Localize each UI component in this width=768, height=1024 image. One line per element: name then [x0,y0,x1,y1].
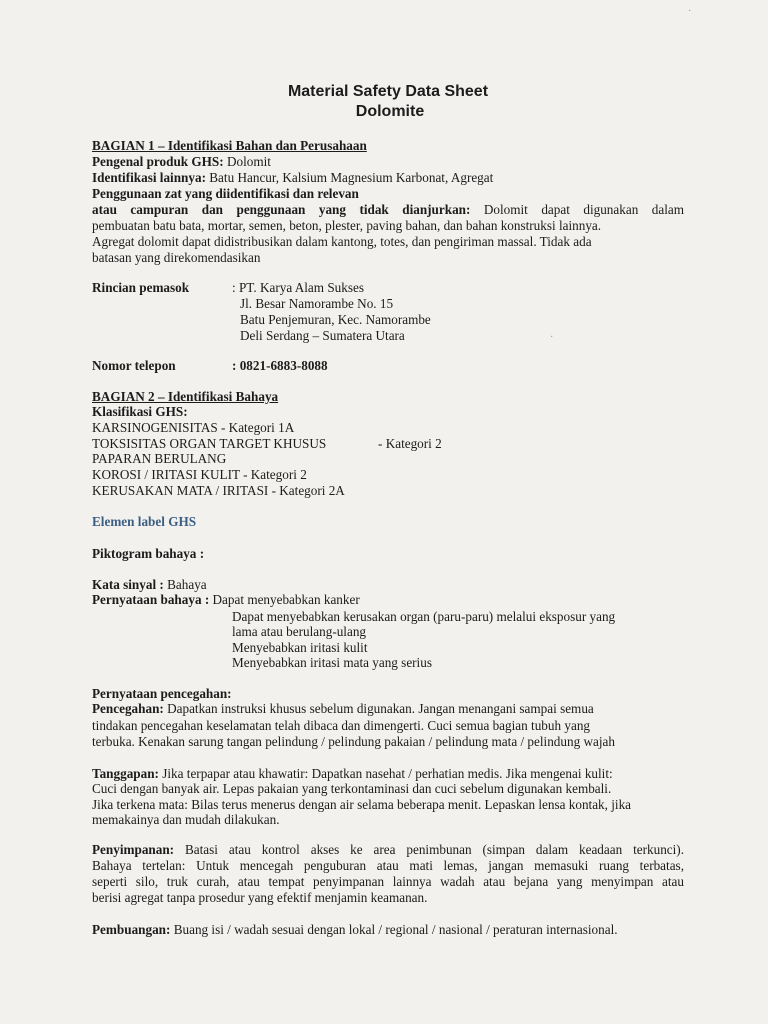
response-text-4: memakainya dan mudah dilakukan. [92,812,280,827]
hazard-statement-label: Pernyataan bahaya : [92,592,210,607]
prevention-text-1: Dapatkan instruksi khusus sebelum digunakan. Jangan menangani sampai semua [163,701,594,716]
hazard-statement-5: Menyebabkan iritasi mata yang serius [232,655,432,670]
response-label: Tanggapan: [92,766,159,781]
storage-label: Penyimpanan: [92,842,175,857]
prevention-line-1 [92,701,594,717]
scan-speck: · [550,332,554,343]
response-text-1: Jika terpapar atau khawatir: Dapatkan nasehat / perhatian medis. Jika mengenai kulit: [158,766,613,781]
prevention-text-3: terbuka. Kenakan sarung tangan pelindung / pelindung pakaian / pelindung mata / pelindung wajah [92,734,615,749]
phone-label: Nomor telepon [92,358,176,373]
phone-value: : 0821-6883-8088 [232,358,328,373]
ghs-class-item-3: PAPARAN BERULANG [92,451,227,466]
hazard-statement-3: lama atau berulang-ulang [232,624,367,639]
document-subtitle: Dolomite [355,103,425,120]
response-text-3: Jika terkena mata: Bilas terus menerus dengan air selama beberapa menit. Lepaskan lensa kontak, jika [92,797,632,812]
ghs-class-item-2-category: - Kategori 2 [378,436,442,451]
ghs-class-label: Klasifikasi GHS: [92,404,188,419]
use-label-1: Penggunaan zat yang diidentifikasi dan relevan [92,186,359,201]
disposal-label: Pembuangan: [92,922,171,937]
hazard-statement-1: Dapat menyebabkan kanker [209,592,360,607]
use-text-1: Dolomit dapat digunakan dalam [470,202,684,217]
ghs-product-value: Dolomit [223,154,271,169]
response-text-2: Cuci dengan banyak air. Lepas pakaian yang terkontaminasi dan cuci sebelum digunakan kembali. [92,781,612,796]
storage-text-2: Bahaya tertelan: Untuk mencegah penguburan atau mati lemas, jangan memasuki ruang terbatas, [92,858,684,873]
ghs-label-elements-heading: Elemen label GHS [92,514,197,529]
supplier-line-2: Jl. Besar Namorambe No. 15 [240,296,394,311]
use-label-2: atau campuran dan penggunaan yang tidak dianjurkan: [92,202,471,217]
section2-heading: BAGIAN 2 – Identifikasi Bahaya [92,389,279,404]
ghs-product-line [92,154,271,170]
prevention-label: Pencegahan: [92,701,164,716]
ghs-class-item-2: TOKSISITAS ORGAN TARGET KHUSUS [92,436,327,451]
ghs-product-label: Pengenal produk GHS: [92,154,224,169]
use-text-2: pembuatan batu bata, mortar, semen, beton, plester, paving bahan, dan bahan konstruksi lainnya. [92,218,602,233]
signal-word-line [92,577,207,593]
storage-text-1: Batasi atau kontrol akses ke area penimbunan (simpan dalam keadaan terkunci). [174,842,684,857]
supplier-label: Rincian pemasok [92,280,190,295]
use-text-4: batasan yang direkomendasikan [92,250,261,265]
hazard-statement-line [92,592,360,608]
other-id-label: Identifikasi lainnya: [92,170,206,185]
disposal-text: Buang isi / wadah sesuai dengan lokal / regional / nasional / peraturan internasional. [170,922,618,937]
section1-heading: BAGIAN 1 – Identifikasi Bahan dan Perusahaan [92,138,367,153]
response-line-1 [92,766,613,782]
storage-text-4: berisi agregat tanpa prosedur yang efektif menjamin keamanan. [92,890,428,905]
use-line-1 [92,202,684,218]
hazard-statement-4: Menyebabkan iritasi kulit [232,640,368,655]
pictogram-label: Piktogram bahaya : [92,546,205,561]
prevention-text-2: tindakan pencegahan keselamatan telah dibaca dan dimengerti. Cuci semua bagian tubuh yang [92,718,591,733]
supplier-line-4: Deli Serdang – Sumatera Utara [240,328,405,343]
use-text-3: Agregat dolomit dapat didistribusikan dalam kantong, totes, dan pengiriman massal. Tidak ada [92,234,592,249]
scan-speck: · [688,6,692,17]
other-id-line [92,170,493,186]
signal-word-value: Bahaya [163,577,207,592]
hazard-statement-2: Dapat menyebabkan kerusakan organ (paru-paru) melalui eksposur yang [232,609,616,624]
supplier-line-1: : PT. Karya Alam Sukses [232,280,364,295]
disposal-line [92,922,618,938]
storage-text-3: seperti silo, truk curah, atau tempat penyimpanan lainnya wadah atau bejana yang menyimpan atau [92,874,684,889]
storage-line-1 [92,842,684,858]
ghs-class-item-4: KOROSI / IRITASI KULIT - Kategori 2 [92,467,307,482]
supplier-line-3: Batu Penjemuran, Kec. Namorambe [240,312,431,327]
ghs-class-item-1: KARSINOGENISITAS - Kategori 1A [92,420,295,435]
document-title: Material Safety Data Sheet [287,83,489,100]
signal-word-label: Kata sinyal : [92,577,164,592]
other-id-value: Batu Hancur, Kalsium Magnesium Karbonat, Agregat [205,170,494,185]
precaution-heading: Pernyataan pencegahan: [92,686,232,701]
ghs-class-item-5: KERUSAKAN MATA / IRITASI - Kategori 2A [92,483,345,498]
